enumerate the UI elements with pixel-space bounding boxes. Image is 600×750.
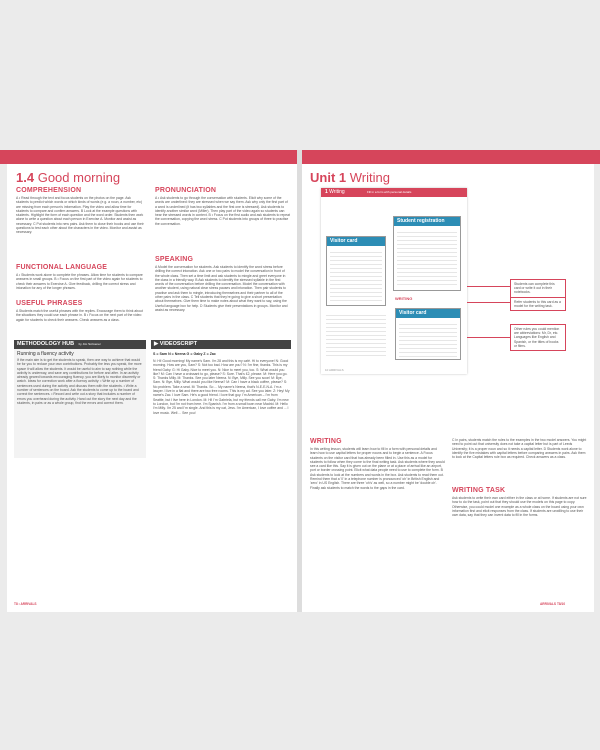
visitor-card-title: Visitor card — [327, 237, 385, 246]
useful-phrases-text: A Students match the useful phrases with the replies. Encourage them to think about the situations they could use each phrase in. B • Focus on the next part of the video again for students to check their answers. Check answers as a class. — [16, 309, 143, 322]
video-play-icon: ▶ — [154, 341, 159, 347]
visitor-card-lines — [330, 249, 382, 303]
videoscript-header — [151, 340, 291, 349]
registration-card — [393, 216, 461, 291]
methodology-hub-title: Running a fluency activity — [17, 351, 74, 357]
note-connector-3 — [467, 337, 510, 338]
writing-task-text: Ask students to write their own card either in the class or at home. If students are not sure how to do the task, point out that they should use the models on this page to copy. Otherwise, you could model one example as a whole class on the board using your own information first and elicit responses from the class. If students are unwilling to use their own data, say that they can invent data to fill in the forms. — [452, 496, 587, 518]
lesson-name: Good morning — [37, 170, 121, 185]
registration-card-title: Student registration — [394, 217, 460, 226]
unit-name: Writing — [349, 170, 390, 185]
heading-comprehension: COMPREHENSION — [16, 187, 82, 194]
visitor-card-task-title: Visitor card — [396, 309, 460, 318]
student-book-writing-heading: WRITING — [395, 296, 413, 301]
heading-speaking: SPEAKING — [155, 256, 194, 263]
videoscript-label: VIDEOSCRIPT — [159, 341, 198, 347]
student-book-task: Fill in a form with personal details — [367, 190, 412, 194]
visitor-card-task-lines — [399, 321, 457, 357]
right-footer: ARRIVALS T8/10 — [540, 602, 566, 606]
pronunciation-text: A • Ask students to go through the conversation with students. Elicit why some of the words are underlined: they are stressed when we say them. Ask why only the first part of a word is underlined (it has two syllables and the first one is stressed). Ask students to identify another similar word (Miller). Then play part of the video again so students can hear the stressed words in context. B • Focus on the first audio and ask students to repeat the conversation, copying the word stress. C Put students into groups of three to practise the conversation. — [155, 196, 290, 226]
writing-text: In this writing lesson, students will learn how to fill in a form with personal details and learn how to use capital letters for proper nouns and to begin a sentence. A Focus students on the visitor card that has already been filled in. Use this as a model for students to follow when they come to the final writing task. Ask students where they would see a card like this. Say it is given out on the plane or at a place of arrival like an airport, port or border crossing point. Elicit what data people need to use to complete the form. B Ask students to look at the numbers and words in the box. Ask students to read them out. Remind them that a '0' in a telephone number is pronounced 'oh' in British English and 'zero' in US English. There are three 'oh's' as well, so a number might be 'double oh'. Finally ask students to match the words to the gaps in the card. — [310, 447, 445, 490]
functional-language-text: A • Students work alone to complete the phrases. Allow time for students to compare answers in small groups. B • Focus on the first part of the video again for students to check their answers to Exercise A. Give feedback, drilling the correct stress and intonation for any of the longer phrases. — [16, 273, 143, 290]
methodology-hub-text: If the main aim is to get the students to speak, then one way to achieve that would be for you to reduce your own contributions. Probably the less you speak, the more space it will allow the students. It would be useful to aim to say nothing while the activity is underway, and save any contributions for before and after. In an activity already geared towards encouraging fluency, you are likely to monitor discreetly or watch. Ideas for correction work after a fluency activity: • Write up a number of sentences used during the activity and discuss them with the students. • Write a number of sentences on the board. Ask the students to come up to the board and correct the sentences. • Record and write out a story that includes a number of errors you overheard during the activity. Hand out the story the next day and the students, in pairs or as a whole group, find the errors and correct them. — [17, 358, 142, 405]
writing-rules-text: C In pairs, students match the rules to the examples in the two model answers. You might need to point out that university does not take a capital letter but is part of Leeds University; it is a proper noun and so it needs a capital letter. D Students work alone to identify the five mistakes with capital letters before comparing answers in pairs. Ask them to look at the Capital letters rule box as required. Check answers as a class. — [452, 438, 587, 460]
methodology-hub-label: METHODOLOGY HUB — [17, 341, 75, 347]
videoscript-lines: N: Hi! Good morning! My name's Sam. I'm 28 and this is my café. Hi to everyone! N: Good morning. How are you, Sam? S: Not too bad. How are you? N: I'm fine, thanks. This is my friend Gaby. G: Hi Gaby. Nice to meet you. N: Nice to meet you, too. S: What would you like? M: Can I have a croissant to go, please? S: Sure. That's £2, please. M: Here you go. S: Thanks Milly. M: Thanks. See you later Neena. N: Bye, Milly. See you soon! M: Bye, Sam. N: Bye, Milly. What would you like Neena? M: Can I have a black coffee, please? S: No problem. Take a seat. M: Thanks. So ... My name's Neena, that's N-E-E-N-A. I'm a lawyer. I live in a flat and there are two free rooms. This is my ad. See you later. Z: Hey! My name's Zac. I love Sam. He's a good friend. I love that guy. I'm American – I'm from Seattle, but I live here in London. M: Hi! I'm Gabriela, but my friends call me Gaby. I'm new to London, but I'm not from here. I'm Spanish. I'm from a small town near Madrid. M: Hello I'm Milly. I'm 25 and I'm single. And this is my cat, Jess. I'm American, I love coffee and ... I love music. Well ... See you! — [153, 359, 290, 415]
visitor-card-task — [395, 308, 461, 360]
student-book-footer: 10 ARRIVALS — [325, 368, 344, 372]
lesson-title — [16, 170, 120, 185]
note-connector-1 — [467, 286, 510, 287]
margin-note-3: Other rules you could mention are abbreviations: Mr, Dr, etc. Languages like English and Spanish, or the titles of books or films. — [510, 324, 566, 351]
videoscript-key: S = Sam N = Neena G = Gaby Z = Zac — [153, 352, 216, 356]
heading-functional-language: FUNCTIONAL LANGUAGE — [16, 264, 108, 271]
student-book-header-title: 1 Writing — [325, 189, 345, 195]
heading-useful-phrases: USEFUL PHRASES — [16, 300, 83, 307]
exercise-lines — [326, 312, 386, 356]
methodology-hub-header — [14, 340, 146, 349]
unit-title — [310, 170, 390, 185]
visitor-card — [326, 236, 386, 306]
note-connector-2 — [467, 302, 510, 303]
comprehension-text: A • Read through the text and focus students on the photos on the page. Ask students to predict which words or which kinds of words (e.g. a noun, a number, etc) are missing from each person's information. Play the video and allow time for students to compare and confirm answers. B Look at the example questions with students. Highlight the form of each question and the word order. Students then work alone to write a question about each person in Exercise A. Monitor and assist as necessary. C Put students into new pairs. Ask them to close their books and use their questions to test each other about the characters in the video. Monitor and assist as necessary. — [16, 196, 144, 235]
margin-note-2: Refer students to this card as a model for the writing task. — [510, 297, 566, 311]
lesson-number: 1.4 — [16, 170, 35, 185]
margin-note-1: Students can complete this card or write it out in their notebooks. — [510, 279, 566, 298]
student-book-header — [321, 188, 467, 197]
left-footer: T8 • ARRIVALS — [14, 602, 37, 606]
methodology-hub-author: by Jim Scrivener — [78, 342, 101, 346]
student-book-page — [321, 188, 467, 374]
unit-label: Unit 1 — [310, 170, 347, 185]
speaking-text: A Model the conversation for students. Ask students to identify the word stress before drilling the correct intonation. Ask one or two pairs to model the conversation in front of the whole class. Then set a time limit and ask students to mingle and greet everyone in the class in a friendly way. B Ask students to identify the stressed syllable in the first words of the conversation before drilling the conversation. Model the conversation with another student, using natural clear stress pauses and intonation. Then pair students to practise and ask them to mingle, introducing themselves and their partner to all of the other pairs in the class. C Tell students that they're going to give a short presentation about themselves. Give them time to make notes about what they want to say, using the Useful language box for help. D Students give their presentations in groups. Monitor and assist as necessary. — [155, 265, 288, 312]
heading-pronunciation: PRONUNCIATION — [155, 187, 217, 194]
heading-writing: WRITING — [310, 438, 342, 445]
heading-writing-task: WRITING TASK — [452, 487, 506, 494]
registration-card-lines — [397, 229, 457, 287]
